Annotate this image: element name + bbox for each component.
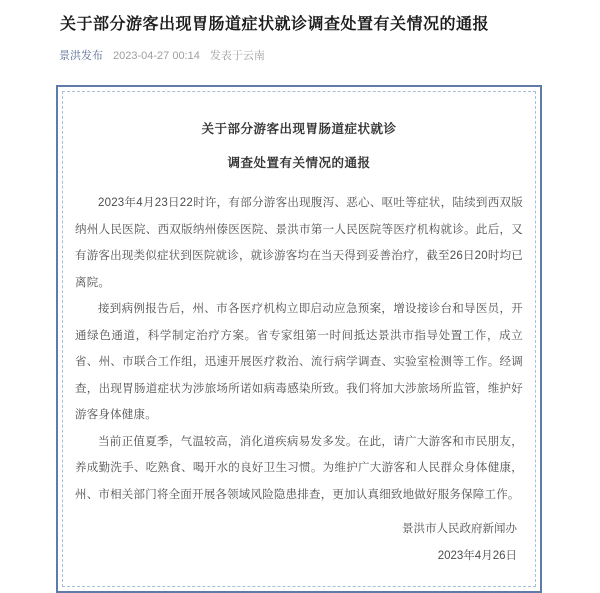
notice-inner-frame xyxy=(62,91,536,587)
signature-block xyxy=(75,516,523,570)
byline xyxy=(59,49,540,64)
notice-heading xyxy=(75,112,523,180)
notice-box xyxy=(56,85,542,593)
notice-date: 2023年4月26日 xyxy=(437,550,517,562)
publish-timestamp: 2023-04-27 00:14 xyxy=(113,50,200,62)
notice-heading-line2: 调查处置有关情况的通报 xyxy=(227,156,371,170)
notice-paragraph-2: 接到病例报告后，州、市各医疗机构立即启动应急预案，增设接诊台和导医员，开通绿色通道，科学制定治疗方案。省专家组第一时间抵达景洪市指导处置工作，成立省、州、市联合工作组，迅速开展医疗救治、流行病学调查、实验室检测等工作。经调查，出现胃肠道症状为涉旅场所诺如病毒感染所致。我们将加大涉旅场所监管，维护好游客身体健康。 xyxy=(75,303,523,421)
publish-location: 发表于云南 xyxy=(209,50,265,62)
notice-body xyxy=(75,190,523,508)
notice-heading-line1: 关于部分游客出现胃肠道症状就诊 xyxy=(201,122,397,136)
notice-paragraph-1: 2023年4月23日22时许，有部分游客出现腹泻、恶心、呕吐等症状，陆续到西双版纳州人民医院、西双版纳州傣医医院、景洪市第一人民医院等医疗机构就诊。此后，又有游客出现类似症状到医院就诊，就诊游客均在当天得到妥善治疗，截至26日20时均已离院。 xyxy=(75,197,523,289)
page-title: 关于部分游客出现胃肠道症状就诊调查处置有关情况的通报 xyxy=(60,16,490,33)
notice-paragraph-3: 当前正值夏季，气温较高，消化道疾病易发多发。在此，请广大游客和市民朋友，养成勤洗手、吃熟食、喝开水的良好卫生习惯。为维护广大游客和人民群众身体健康，州、市相关部门将全面开展各领域风险隐患排查，更加认真细致地做好服务保障工作。 xyxy=(75,435,523,501)
account-link[interactable]: 景洪发布 xyxy=(59,50,103,62)
notice-signature: 景洪市人民政府新闻办 xyxy=(402,523,517,535)
